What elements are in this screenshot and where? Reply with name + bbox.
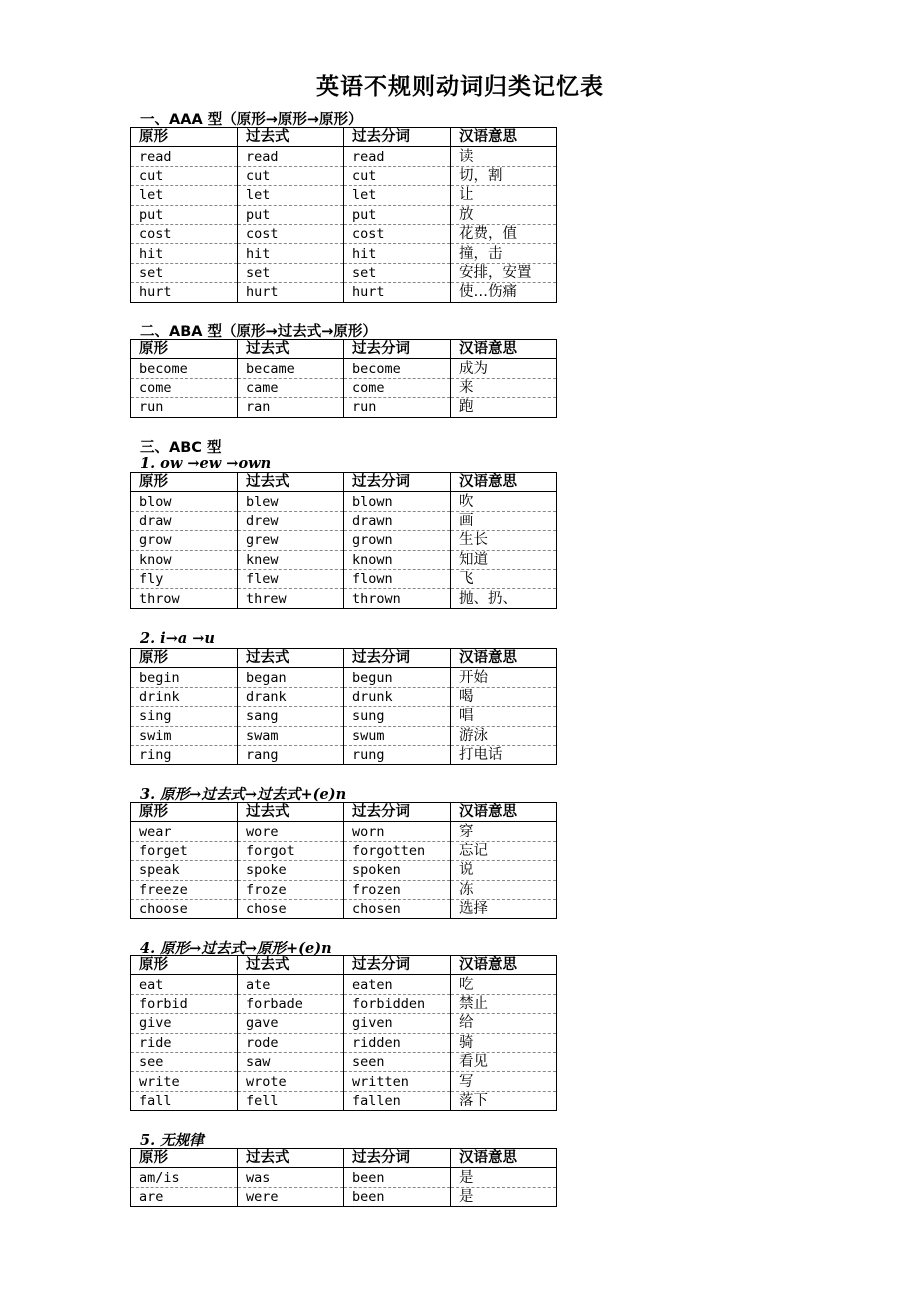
base-form-cell: ride [131,1033,238,1052]
past-tense-cell: knew [238,550,344,569]
verb-table-aaa [130,127,557,303]
table-row [131,398,557,417]
base-form-cell: fall [131,1091,238,1110]
past-participle-cell: known [344,550,451,569]
past-participle-cell: become [344,359,451,378]
past-tense-cell: ran [238,398,344,417]
table-row [131,1187,557,1206]
verb-table-base-plus-en [130,955,557,1111]
table-row [131,186,557,205]
base-form-cell: sing [131,707,238,726]
table-row [131,668,557,687]
past-participle-cell: drunk [344,687,451,706]
base-form-cell: am/is [131,1168,238,1187]
chinese-meaning-cell: 撞，击 [451,244,557,263]
header-past-participle: 过去分词 [344,1149,451,1168]
base-form-cell: cut [131,166,238,185]
chinese-meaning-cell: 抛、扔、 [451,589,557,608]
past-tense-cell: were [238,1187,344,1206]
chinese-meaning-cell: 游泳 [451,726,557,745]
subheading-ow-ew-own: 1. ow →ew →own [140,455,272,472]
base-form-cell: draw [131,511,238,530]
table-row [131,1168,557,1187]
past-participle-cell: worn [344,822,451,841]
past-tense-cell: cut [238,166,344,185]
past-tense-cell: rode [238,1033,344,1052]
past-tense-cell: gave [238,1014,344,1033]
chinese-meaning-cell: 冻 [451,880,557,899]
table-row [131,975,557,994]
past-participle-cell: flown [344,569,451,588]
past-tense-cell: swam [238,726,344,745]
past-participle-cell: swum [344,726,451,745]
header-past-tense: 过去式 [238,803,344,822]
chinese-meaning-cell: 读 [451,147,557,166]
base-form-cell: eat [131,975,238,994]
chinese-meaning-cell: 生长 [451,531,557,550]
header-past-participle: 过去分词 [344,803,451,822]
table-row [131,1052,557,1071]
chinese-meaning-cell: 花费，值 [451,224,557,243]
past-participle-cell: forbidden [344,994,451,1013]
chinese-meaning-cell: 知道 [451,550,557,569]
subheading-i-a-u: 2. i→a →u [140,630,215,647]
subheading-past-plus-en: 3. 原形→过去式→过去式+(e)n [140,786,347,803]
chinese-meaning-cell: 看见 [451,1052,557,1071]
subheading-base-plus-en: 4. 原形→过去式→原形+(e)n [140,940,332,957]
base-form-cell: forget [131,841,238,860]
past-tense-cell: drank [238,687,344,706]
section-heading-aaa: 一、AAA 型（原形→原形→原形） [140,112,363,128]
header-past-participle: 过去分词 [344,473,451,492]
past-participle-cell: run [344,398,451,417]
table-row [131,492,557,511]
past-tense-cell: let [238,186,344,205]
header-base-form: 原形 [131,340,238,359]
chinese-meaning-cell: 跑 [451,398,557,417]
chinese-meaning-cell: 是 [451,1187,557,1206]
past-participle-cell: frozen [344,880,451,899]
past-participle-cell: given [344,1014,451,1033]
base-form-cell: blow [131,492,238,511]
past-participle-cell: thrown [344,589,451,608]
chinese-meaning-cell: 飞 [451,569,557,588]
chinese-meaning-cell: 给 [451,1014,557,1033]
past-tense-cell: spoke [238,861,344,880]
header-chinese-meaning: 汉语意思 [451,649,557,668]
header-base-form: 原形 [131,649,238,668]
header-chinese-meaning: 汉语意思 [451,1149,557,1168]
table-row [131,263,557,282]
chinese-meaning-cell: 开始 [451,668,557,687]
chinese-meaning-cell: 忘记 [451,841,557,860]
table-row [131,1033,557,1052]
table-header-row [131,128,557,147]
chinese-meaning-cell: 来 [451,378,557,397]
past-participle-cell: eaten [344,975,451,994]
verb-table-i-a-u [130,648,557,765]
base-form-cell: hit [131,244,238,263]
header-chinese-meaning: 汉语意思 [451,340,557,359]
header-past-tense: 过去式 [238,956,344,975]
table-header-row [131,1149,557,1168]
base-form-cell: write [131,1072,238,1091]
past-participle-cell: come [344,378,451,397]
past-participle-cell: put [344,205,451,224]
base-form-cell: wear [131,822,238,841]
base-form-cell: freeze [131,880,238,899]
past-tense-cell: grew [238,531,344,550]
header-past-tense: 过去式 [238,1149,344,1168]
past-tense-cell: chose [238,899,344,918]
header-base-form: 原形 [131,473,238,492]
past-tense-cell: read [238,147,344,166]
chinese-meaning-cell: 骑 [451,1033,557,1052]
header-base-form: 原形 [131,128,238,147]
chinese-meaning-cell: 画 [451,511,557,530]
table-row [131,147,557,166]
chinese-meaning-cell: 禁止 [451,994,557,1013]
header-base-form: 原形 [131,956,238,975]
past-tense-cell: began [238,668,344,687]
past-tense-cell: hurt [238,283,344,302]
table-row [131,861,557,880]
past-participle-cell: seen [344,1052,451,1071]
past-tense-cell: flew [238,569,344,588]
past-tense-cell: rang [238,745,344,764]
table-header-row [131,956,557,975]
past-tense-cell: blew [238,492,344,511]
past-participle-cell: cut [344,166,451,185]
base-form-cell: run [131,398,238,417]
base-form-cell: give [131,1014,238,1033]
base-form-cell: ring [131,745,238,764]
header-past-tense: 过去式 [238,340,344,359]
base-form-cell: cost [131,224,238,243]
base-form-cell: set [131,263,238,282]
past-participle-cell: read [344,147,451,166]
header-past-participle: 过去分词 [344,340,451,359]
table-row [131,899,557,918]
chinese-meaning-cell: 是 [451,1168,557,1187]
base-form-cell: know [131,550,238,569]
past-participle-cell: hurt [344,283,451,302]
table-header-row [131,473,557,492]
base-form-cell: see [131,1052,238,1071]
chinese-meaning-cell: 落下 [451,1091,557,1110]
past-tense-cell: hit [238,244,344,263]
header-base-form: 原形 [131,803,238,822]
base-form-cell: read [131,147,238,166]
header-chinese-meaning: 汉语意思 [451,956,557,975]
table-row [131,224,557,243]
table-row [131,726,557,745]
header-past-tense: 过去式 [238,649,344,668]
past-tense-cell: cost [238,224,344,243]
table-header-row [131,340,557,359]
table-row [131,994,557,1013]
chinese-meaning-cell: 穿 [451,822,557,841]
chinese-meaning-cell: 唱 [451,707,557,726]
chinese-meaning-cell: 切，割 [451,166,557,185]
table-header-row [131,649,557,668]
table-row [131,550,557,569]
table-row [131,1072,557,1091]
header-chinese-meaning: 汉语意思 [451,128,557,147]
base-form-cell: speak [131,861,238,880]
table-row [131,1014,557,1033]
table-row [131,511,557,530]
subheading-irregular: 5. 无规律 [140,1132,204,1149]
past-tense-cell: came [238,378,344,397]
header-past-participle: 过去分词 [344,128,451,147]
header-past-participle: 过去分词 [344,956,451,975]
base-form-cell: come [131,378,238,397]
base-form-cell: swim [131,726,238,745]
table-row [131,589,557,608]
section-heading-abc: 三、ABC 型 [140,440,222,456]
table-row [131,745,557,764]
base-form-cell: put [131,205,238,224]
past-tense-cell: wore [238,822,344,841]
base-form-cell: are [131,1187,238,1206]
verb-table-aba [130,339,557,418]
past-tense-cell: set [238,263,344,282]
past-participle-cell: let [344,186,451,205]
table-row [131,531,557,550]
chinese-meaning-cell: 成为 [451,359,557,378]
past-participle-cell: rung [344,745,451,764]
past-participle-cell: written [344,1072,451,1091]
past-tense-cell: saw [238,1052,344,1071]
table-row [131,378,557,397]
table-row [131,166,557,185]
chinese-meaning-cell: 打电话 [451,745,557,764]
header-chinese-meaning: 汉语意思 [451,803,557,822]
past-tense-cell: ate [238,975,344,994]
verb-table-past-plus-en [130,802,557,919]
past-tense-cell: was [238,1168,344,1187]
header-past-participle: 过去分词 [344,649,451,668]
page-title: 英语不规则动词归类记忆表 [316,74,604,100]
table-row [131,244,557,263]
past-tense-cell: froze [238,880,344,899]
chinese-meaning-cell: 吃 [451,975,557,994]
table-row [131,1091,557,1110]
base-form-cell: begin [131,668,238,687]
table-row [131,359,557,378]
past-tense-cell: put [238,205,344,224]
base-form-cell: choose [131,899,238,918]
chinese-meaning-cell: 写 [451,1072,557,1091]
past-tense-cell: threw [238,589,344,608]
table-row [131,205,557,224]
table-row [131,880,557,899]
past-participle-cell: set [344,263,451,282]
past-participle-cell: cost [344,224,451,243]
header-base-form: 原形 [131,1149,238,1168]
table-row [131,569,557,588]
past-participle-cell: hit [344,244,451,263]
header-chinese-meaning: 汉语意思 [451,473,557,492]
base-form-cell: hurt [131,283,238,302]
header-past-tense: 过去式 [238,473,344,492]
verb-table-irregular [130,1148,557,1207]
chinese-meaning-cell: 使…伤痛 [451,283,557,302]
chinese-meaning-cell: 放 [451,205,557,224]
past-tense-cell: forgot [238,841,344,860]
past-participle-cell: sung [344,707,451,726]
chinese-meaning-cell: 选择 [451,899,557,918]
table-header-row [131,803,557,822]
past-participle-cell: ridden [344,1033,451,1052]
table-row [131,822,557,841]
past-participle-cell: grown [344,531,451,550]
past-participle-cell: drawn [344,511,451,530]
base-form-cell: fly [131,569,238,588]
base-form-cell: let [131,186,238,205]
chinese-meaning-cell: 喝 [451,687,557,706]
table-row [131,841,557,860]
past-tense-cell: fell [238,1091,344,1110]
chinese-meaning-cell: 让 [451,186,557,205]
past-participle-cell: been [344,1187,451,1206]
chinese-meaning-cell: 吹 [451,492,557,511]
base-form-cell: drink [131,687,238,706]
past-tense-cell: forbade [238,994,344,1013]
past-tense-cell: became [238,359,344,378]
base-form-cell: become [131,359,238,378]
past-tense-cell: drew [238,511,344,530]
section-heading-aba: 二、ABA 型（原形→过去式→原形） [140,324,377,340]
past-participle-cell: forgotten [344,841,451,860]
past-participle-cell: fallen [344,1091,451,1110]
past-participle-cell: spoken [344,861,451,880]
past-participle-cell: blown [344,492,451,511]
table-row [131,687,557,706]
past-participle-cell: begun [344,668,451,687]
table-row [131,707,557,726]
chinese-meaning-cell: 说 [451,861,557,880]
past-tense-cell: wrote [238,1072,344,1091]
base-form-cell: forbid [131,994,238,1013]
past-participle-cell: chosen [344,899,451,918]
base-form-cell: throw [131,589,238,608]
past-tense-cell: sang [238,707,344,726]
header-past-tense: 过去式 [238,128,344,147]
chinese-meaning-cell: 安排，安置 [451,263,557,282]
table-row [131,283,557,302]
verb-table-ow-ew-own [130,472,557,609]
past-participle-cell: been [344,1168,451,1187]
base-form-cell: grow [131,531,238,550]
